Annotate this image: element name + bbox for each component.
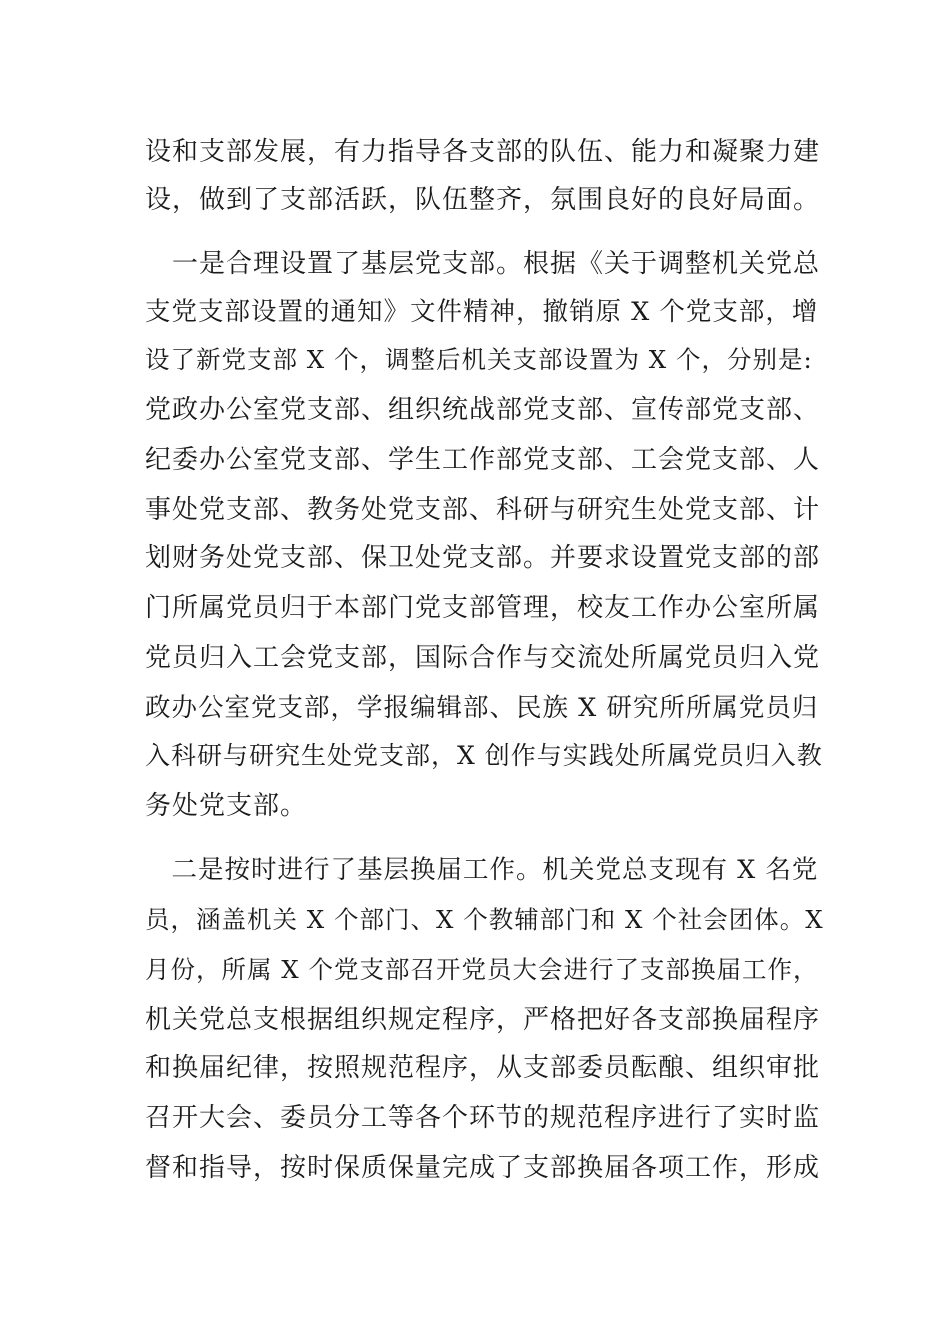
text-line: 一是合理设置了基层党支部。根据《关于调整机关党总: [145, 249, 821, 279]
text-line: 设和支部发展，有力指导各支部的队伍、能力和凝聚力建: [145, 137, 821, 167]
text-line: 设，做到了支部活跃，队伍整齐，氛围良好的良好局面。: [145, 185, 821, 215]
text-line: 务处党支部。: [145, 791, 308, 821]
text-line: 和换届纪律，按照规范程序，从支部委员酝酿、组织审批: [145, 1053, 821, 1083]
text-line: 党员归入工会党支部，国际合作与交流处所属党员归入党: [145, 643, 821, 673]
text-line: 督和指导，按时保质保量完成了支部换届各项工作，形成: [145, 1153, 821, 1183]
text-line: 入科研与研究生处党支部，X 创作与实践处所属党员归入教: [145, 741, 823, 770]
text-line: 门所属党员归于本部门党支部管理，校友工作办公室所属: [145, 593, 821, 623]
text-line: 纪委办公室党支部、学生工作部党支部、工会党支部、人: [145, 445, 821, 475]
text-line: 政办公室党支部，学报编辑部、民族 X 研究所所属党员归: [145, 693, 819, 723]
text-line: 二是按时进行了基层换届工作。机关党总支现有 X 名党: [145, 855, 819, 885]
text-line: 党政办公室党支部、组织统战部党支部、宣传部党支部、: [145, 395, 821, 425]
text-line: 员，涵盖机关 X 个部门、X 个教辅部门和 X 个社会团体。X: [145, 905, 824, 934]
text-line: 支党支部设置的通知》文件精神，撤销原 X 个党支部，增: [145, 297, 819, 327]
text-line: 机关党总支根据组织规定程序，严格把好各支部换届程序: [145, 1005, 821, 1035]
text-line: 设了新党支部 X 个，调整后机关支部设置为 X 个，分别是:: [145, 345, 813, 374]
text-line: 召开大会、委员分工等各个环节的规范程序进行了实时监: [145, 1103, 821, 1133]
text-line: 事处党支部、教务处党支部、科研与研究生处党支部、计: [145, 495, 821, 525]
text-line: 划财务处党支部、保卫处党支部。并要求设置党支部的部: [145, 543, 821, 573]
text-line: 月份，所属 X 个党支部召开党员大会进行了支部换届工作，: [145, 955, 819, 984]
